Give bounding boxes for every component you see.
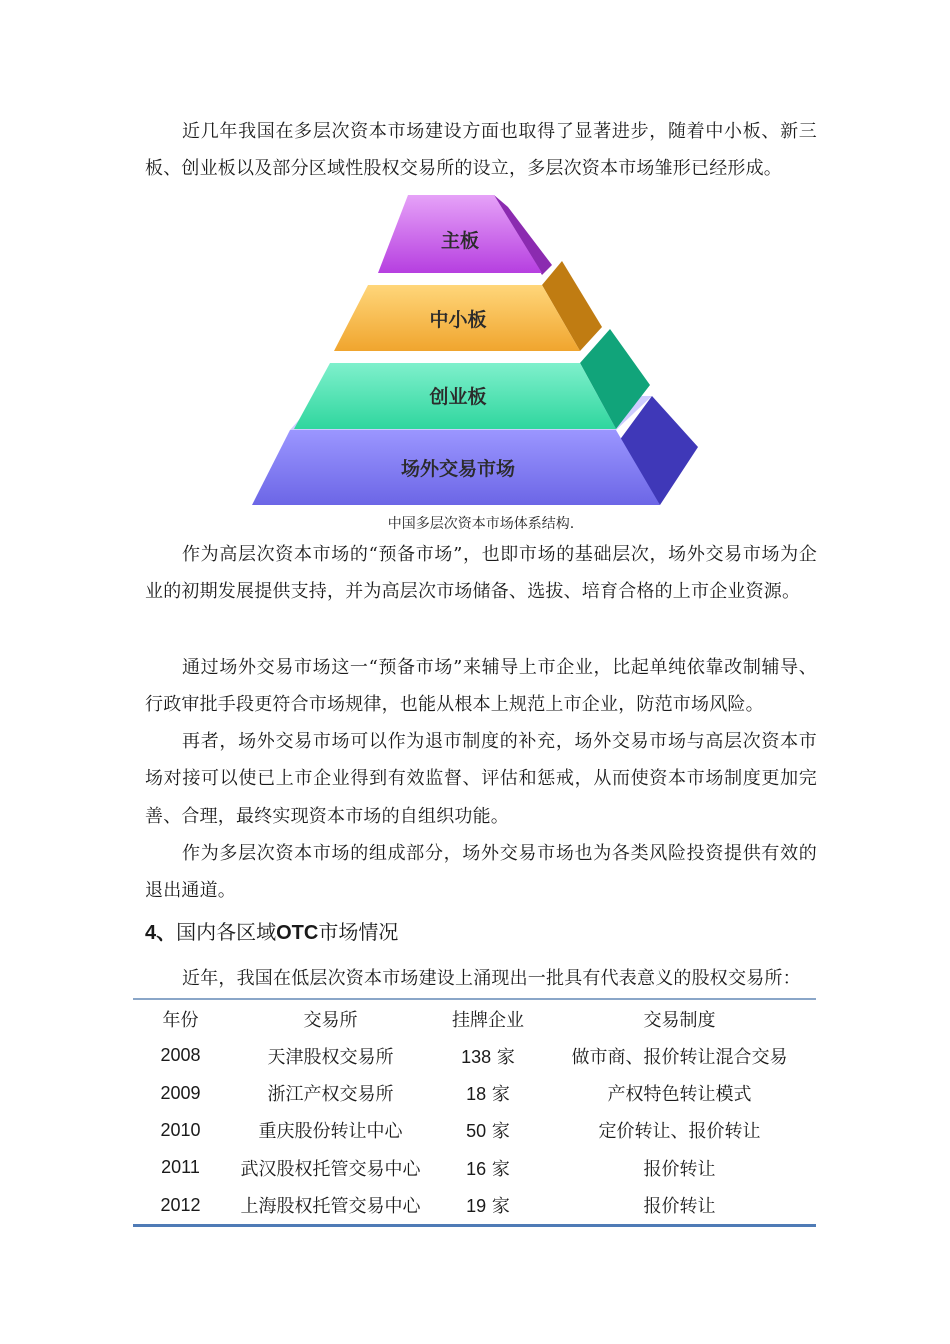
cell-listed: 19 家 [466, 1196, 510, 1218]
cell-exchange: 武汉股权托管交易中心 [240, 1158, 421, 1180]
table-row [133, 1037, 816, 1074]
cell-year: 2012 [160, 1194, 201, 1215]
cell-exchange: 重庆股份转让中心 [258, 1121, 403, 1143]
intro-paragraph: 近几年我国在多层次资本市场建设方面也取得了显著进步，随着中小板、新三板、创业板以及部分区域性股权交易所的设立，多层次资本市场雏形已经形成。 [145, 121, 817, 180]
section-title-otc: OTC [276, 922, 319, 944]
cell-listed: 16 家 [466, 1158, 510, 1180]
cell-listed: 50 家 [466, 1121, 510, 1143]
table-row [133, 1112, 816, 1149]
column-header-exchange: 交易所 [303, 1009, 358, 1031]
table-row [133, 1149, 816, 1186]
table-header-row [133, 999, 816, 1037]
section-title-part: 市场情况 [318, 920, 399, 944]
body-paragraph: 再者，场外交易市场可以作为退市制度的补充，场外交易市场与高层次资本市场对接可以使已上市企业得到有效监督、评估和惩戒，从而使资本市场制度更加完善、合理，最终实现资本市场的自组织功能。 [145, 731, 817, 827]
cell-year: 2008 [160, 1045, 201, 1066]
cell-exchange: 天津股权交易所 [267, 1046, 394, 1068]
figure-caption: 中国多层次资本市场体系结构. [387, 516, 575, 532]
pyramid-label-sme: 中小板 [429, 309, 487, 331]
cell-system: 做市商、报价转让混合交易 [571, 1046, 788, 1068]
body-paragraph: 通过场外交易市场这一“预备市场”来辅导上市企业，比起单纯依靠改制辅导、行政审批手段更符合市场规律，也能从根本上规范上市企业，防范市场风险。 [145, 657, 817, 716]
body-paragraph: 作为多层次资本市场的组成部分，场外交易市场也为各类风险投资提供有效的退出通道。 [145, 843, 817, 902]
cell-year: 2011 [161, 1157, 200, 1178]
cell-year: 2009 [160, 1082, 201, 1103]
pyramid-level-sme [334, 261, 602, 351]
cell-system: 报价转让 [643, 1196, 716, 1218]
section-heading [145, 914, 398, 951]
pyramid-label-main: 主板 [440, 230, 480, 252]
market-pyramid-diagram [250, 193, 702, 507]
table-row [133, 1074, 816, 1111]
cell-year: 2010 [160, 1119, 201, 1140]
cell-system: 定价转让、报价转让 [598, 1121, 761, 1143]
column-header-year: 年份 [162, 1009, 199, 1031]
table-row [133, 1187, 816, 1226]
column-header-listed: 挂牌企业 [452, 1009, 524, 1031]
section-title-part: 国内各区域 [176, 920, 277, 944]
cell-system: 报价转让 [643, 1158, 716, 1180]
column-header-system: 交易制度 [643, 1009, 716, 1031]
cell-listed: 138 家 [461, 1046, 515, 1068]
pyramid-label-otc: 场外交易市场 [400, 458, 516, 480]
pyramid-level-main [378, 195, 552, 275]
table-intro-paragraph: 近年，我国在低层次资本市场建设上涌现出一批具有代表意义的股权交易所： [182, 968, 801, 989]
cell-exchange: 上海股权托管交易中心 [240, 1196, 421, 1218]
pyramid-label-gem: 创业板 [429, 386, 487, 408]
cell-listed: 18 家 [466, 1084, 510, 1106]
section-number: 4、 [145, 922, 177, 944]
body-paragraph: 作为高层次资本市场的“预备市场”，也即市场的基础层次，场外交易市场为企业的初期发展提供支持，并为高层次市场储备、选拔、培育合格的上市企业资源。 [145, 544, 817, 603]
cell-system: 产权特色转让模式 [607, 1084, 752, 1106]
otc-market-table [133, 998, 816, 1227]
cell-exchange: 浙江产权交易所 [267, 1084, 394, 1106]
